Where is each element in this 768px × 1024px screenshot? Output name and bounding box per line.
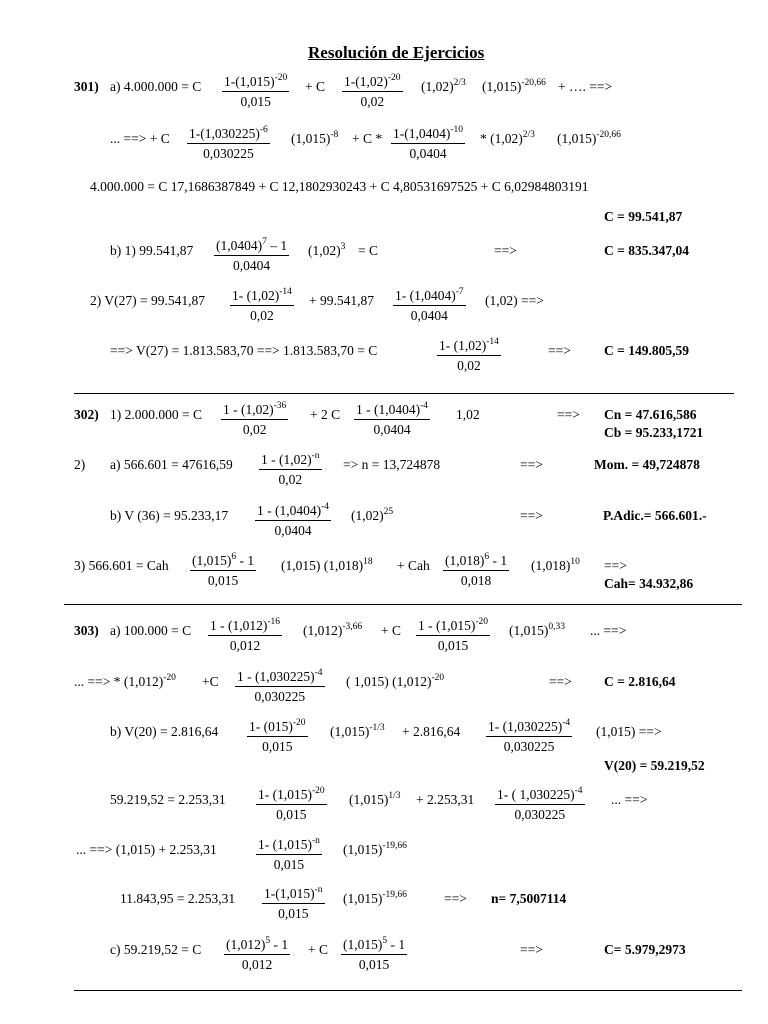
numerator: 1-(1,02) — [344, 74, 388, 89]
e302-l3-prefix: b) V (36) = 95.233,17 — [110, 508, 229, 523]
e301-a-line2-term-2: * $(1,02)^{2/3}$ — [480, 129, 535, 146]
e302-l4-mid: + Cah — [397, 558, 430, 573]
e301-b3-result: C = 149.805,59 — [604, 343, 689, 358]
page-title: Resolución de Ejercicios — [308, 43, 485, 62]
e302-l4-fraction-1: $(1,015)^6 - 1$ 0,015 — [192, 551, 255, 588]
exponent: 6 — [231, 551, 237, 562]
numerator: 1- (1,02) — [232, 288, 280, 303]
numerator: 1-(1,015) — [264, 886, 315, 901]
section-divider — [74, 393, 734, 394]
e302-l2-fraction — [259, 450, 322, 487]
e303-b4-fraction — [262, 884, 325, 921]
e303-a1-fraction-2 — [416, 616, 490, 653]
e302-l1-fraction-1 — [221, 400, 288, 437]
e301-b1-arrow: ==> — [494, 243, 517, 258]
e301-b2-mid: + 99.541,87 — [309, 293, 374, 308]
numerator: (1,012) — [226, 937, 266, 952]
denominator: 0,015 — [278, 905, 309, 921]
denominator: 0,030225 — [503, 738, 555, 754]
e301-a-result: C = 99.541,87 — [604, 209, 683, 224]
exponent: -36 — [273, 400, 287, 411]
e303-b4-term: $(1,015)^{-19,66}$ — [343, 889, 407, 906]
denominator: 0,02 — [250, 307, 274, 323]
e302-l4-prefix: 3) 566.601 = Cah — [74, 558, 169, 573]
e303-b3-term: $(1,015)^{-19,66}$ — [343, 840, 407, 857]
e303-b2-mid: + 2.253,31 — [416, 792, 475, 807]
numerator: 1- ( 1,030225) — [497, 787, 575, 802]
denominator: 0,015 — [240, 93, 271, 109]
exponent: -20 — [387, 72, 401, 83]
exponent: -4 — [314, 667, 323, 678]
denominator: 0,030225 — [203, 145, 254, 161]
e303-a1-mid: + C — [381, 623, 401, 638]
denominator: 0,0404 — [373, 421, 411, 437]
e303-c-prefix: c) 59.219,52 = C — [110, 942, 202, 957]
e301-a-line1-tail: + …. ==> — [558, 79, 613, 94]
exponent: -6 — [259, 124, 268, 135]
denominator: 0,0404 — [233, 257, 271, 273]
numerator: 1-(1,0404) — [393, 126, 451, 141]
e301-a-fraction-2 — [342, 72, 403, 109]
exponent: -14 — [279, 286, 292, 297]
denominator: 0,0404 — [274, 522, 312, 538]
e302-cn-result: Cn = 47.616,586 — [604, 407, 697, 422]
e302-l2-mid: => n = 13,724878 — [343, 457, 441, 472]
denominator: 0,02 — [242, 421, 267, 437]
exercise-303-number: 303) — [74, 623, 99, 638]
numerator: 1 - (1,02) — [223, 402, 274, 417]
e303-b1-fraction-1 — [247, 717, 308, 754]
e303-a2-mid: +C — [202, 674, 219, 689]
exercise-301-number: 301) — [74, 79, 99, 94]
e302-l3-result: P.Adic.= 566.601.- — [603, 508, 707, 523]
numerator: 1 - (1,02) — [261, 452, 312, 467]
numerator: (1,015) — [192, 553, 232, 568]
e301-a-line2-fraction-1 — [187, 124, 270, 161]
denominator: 0,018 — [460, 572, 492, 588]
e303-a2-prefix: ... ==> * $(1,012)^{-20}$ — [74, 672, 176, 689]
denominator: 0,012 — [241, 956, 273, 972]
e301-b1-term: $(1,02)^3$ — [308, 241, 346, 258]
e302-l2-label: 2) — [74, 457, 86, 472]
e302-l4-term-1: (1,015) $(1,018)^{18}$ — [281, 556, 373, 573]
denominator: 0,012 — [229, 637, 261, 653]
e303-a2-fraction — [235, 667, 325, 704]
section-divider — [74, 990, 742, 991]
denominator: 0,015 — [273, 856, 305, 872]
e303-b4-prefix: 11.843,95 = 2.253,31 — [120, 891, 236, 906]
e302-l3-term: $(1,02)^{25}$ — [351, 506, 394, 523]
e303-a1-fraction-1 — [208, 616, 282, 653]
e302-l1-fraction-2 — [354, 400, 430, 437]
numerator: 1-(1,015) — [224, 74, 275, 89]
numerator: 1-(1,030225) — [189, 126, 260, 141]
e302-l4-term-2: $(1,018)^{10}$ — [531, 556, 580, 573]
exponent: -20 — [292, 717, 306, 728]
e303-b1-tail: (1,015) ==> — [596, 724, 662, 739]
exponent: -7 — [455, 286, 464, 297]
denominator: 0,0404 — [410, 307, 448, 323]
e303-a2-result: C = 2.816,64 — [604, 674, 676, 689]
e301-b1-result: C = 835.347,04 — [604, 243, 689, 258]
e303-a1-tail: ... ==> — [590, 623, 627, 638]
e301-a-term-1: $(1,02)^{2/3}$ — [421, 77, 466, 94]
numerator: (1,015) — [343, 937, 383, 952]
e303-b2-prefix: 59.219,52 = 2.253,31 — [110, 792, 226, 807]
e303-c-mid: + C — [308, 942, 328, 957]
e302-l1-arrow: ==> — [557, 407, 580, 422]
exponent: -n — [314, 884, 323, 895]
e301-b2-fraction-2 — [393, 286, 466, 323]
e302-l3-fraction — [255, 501, 331, 538]
e303-b1-term: $(1,015)^{-1/3}$ — [330, 722, 385, 739]
numerator: (1,018) — [445, 553, 485, 568]
e303-a1-prefix: a) 100.000 = C — [110, 623, 192, 638]
e301-b3-arrow: ==> — [548, 343, 571, 358]
e302-l1-tail: 1,02 — [456, 407, 480, 422]
e303-b3-fraction — [256, 835, 322, 872]
denominator: 0,015 — [437, 637, 469, 653]
denominator: 0,030225 — [254, 688, 306, 704]
denominator: 0,02 — [457, 357, 481, 373]
exponent: 7 — [262, 236, 267, 247]
e301-a-line3: 4.000.000 = C 17,1686387849 + C 12,1802930243 + C 4,80531697525 + C 6,02984803191 — [90, 179, 589, 194]
e302-l2-arrow: ==> — [520, 457, 543, 472]
exponent: -20 — [274, 72, 288, 83]
numerator: 1- (015) — [249, 719, 293, 734]
e301-b1-fraction: $(1,0404)^7 - 1$ 0,0404 — [216, 236, 288, 273]
e301-a-line2-term-1: $(1,015)^{-8}$ — [291, 129, 339, 146]
numerator: 1- (1,015) — [258, 787, 312, 802]
exponent: -4 — [562, 717, 571, 728]
e303-b4-arrow: ==> — [444, 891, 467, 906]
numerator: 1 - (1,0404) — [356, 402, 421, 417]
e302-l3-arrow: ==> — [520, 508, 543, 523]
denominator: 0,02 — [360, 93, 385, 109]
numerator: 1 - (1,0404) — [257, 503, 322, 518]
e301-b2-prefix: 2) V(27) = 99.541,87 — [90, 293, 205, 308]
denominator: 0,0404 — [409, 145, 447, 161]
exponent: -n — [311, 450, 320, 461]
numerator: (1,0404) — [216, 238, 263, 253]
numerator: 1 - (1,030225) — [237, 669, 315, 684]
e301-b3-fraction — [437, 336, 501, 373]
exponent: 6 — [484, 551, 490, 562]
e303-a1-term-1: $(1,012)^{-3,66}$ — [303, 621, 363, 638]
e303-a2-arrow: ==> — [549, 674, 572, 689]
exponent: -4 — [321, 501, 330, 512]
exponent: -4 — [420, 400, 429, 411]
e301-b3-prefix: ==> V(27) = 1.813.583,70 ==> 1.813.583,70 = C — [110, 343, 378, 358]
exponent: -20 — [475, 616, 489, 627]
e301-a-fraction-1 — [222, 72, 289, 109]
e303-b2-tail: ... ==> — [611, 792, 648, 807]
e301-b2-tail: (1,02) ==> — [485, 293, 544, 308]
exponent: 5 — [265, 935, 271, 946]
e302-l4-arrow: ==> — [604, 558, 627, 573]
e303-c-result: C= 5.979,2973 — [604, 942, 686, 957]
e303-c-fraction-2: $(1,015)^5 - 1$ 0,015 — [343, 935, 406, 972]
e301-a-line2-mid: + C * — [352, 131, 383, 146]
e303-b1-mid: + 2.816,64 — [402, 724, 461, 739]
numerator: 1- (1,0404) — [395, 288, 456, 303]
e301-b1-prefix: b) 1) 99.541,87 — [110, 243, 194, 258]
denominator: 0,015 — [262, 738, 293, 754]
e301-a-line1-prefix: a) 4.000.000 = C — [110, 79, 202, 94]
e301-a-line2-prefix: ... ==> + C — [110, 131, 170, 146]
e302-l1-mid: + 2 C — [310, 407, 341, 422]
numerator: 1 - (1,012) — [210, 618, 268, 633]
e303-b4-result: n= 7,5007114 — [491, 891, 567, 906]
denominator: 0,015 — [207, 572, 239, 588]
denominator: 0,030225 — [514, 806, 566, 822]
e303-b2-fraction-1 — [256, 785, 327, 822]
exponent: -20 — [312, 785, 325, 796]
e302-cb-result: Cb = 95.233,1721 — [604, 425, 704, 440]
exercise-302-number: 302) — [74, 407, 99, 422]
e301-b1-eq: = C — [358, 243, 378, 258]
exponent: 5 — [382, 935, 388, 946]
numerator: 1- (1,015) — [258, 837, 312, 852]
denominator: 0,015 — [358, 956, 390, 972]
numerator: 1 - (1,015) — [418, 618, 476, 633]
exponent: -n — [312, 835, 320, 846]
e303-c-arrow: ==> — [520, 942, 543, 957]
e302-l2-result: Mom. = 49,724878 — [594, 457, 700, 472]
denominator: 0,02 — [278, 471, 303, 487]
e302-l1-prefix: 1) 2.000.000 = C — [110, 407, 202, 422]
e303-b1-result: V(20) = 59.219,52 — [604, 758, 705, 773]
e301-b2-fraction-1 — [230, 286, 294, 323]
numerator: 1- (1,02) — [439, 338, 487, 353]
e303-a1-term-2: $(1,015)^{0,33}$ — [509, 621, 565, 638]
exponent: -16 — [267, 616, 281, 627]
e303-b3-prefix: ... ==> (1,015) + 2.253,31 — [76, 842, 217, 857]
exponent: -4 — [574, 785, 583, 796]
e303-b1-fraction-2 — [486, 717, 572, 754]
e301-a-plus-c: + C — [305, 79, 325, 94]
e303-b1-prefix: b) V(20) = 2.816,64 — [110, 724, 219, 739]
exponent: -14 — [486, 336, 499, 347]
e301-a-line2-fraction-2 — [391, 124, 465, 161]
e301-a-line2-term-3: $(1,015)^{-20,66}$ — [557, 129, 621, 146]
e303-c-fraction-1: $(1,012)^5 - 1$ 0,012 — [226, 935, 289, 972]
e303-b2-fraction-2 — [495, 785, 585, 822]
e303-a2-term: ( 1,015) $(1,012)^{-20}$ — [346, 672, 445, 689]
exponent: -10 — [450, 124, 464, 135]
e301-a-term-2: $(1,015)^{-20,66}$ — [482, 77, 546, 94]
e302-l2-prefix: a) 566.601 = 47616,59 — [110, 457, 233, 472]
denominator: 0,015 — [276, 806, 307, 822]
e303-b2-term: $(1,015)^{1/3}$ — [349, 790, 401, 807]
e302-l4-result: Cah= 34.932,86 — [604, 576, 694, 591]
section-divider — [64, 604, 742, 605]
e302-l4-fraction-2: $(1,018)^6 - 1$ 0,018 — [445, 551, 508, 588]
numerator: 1- (1,030225) — [488, 719, 563, 734]
